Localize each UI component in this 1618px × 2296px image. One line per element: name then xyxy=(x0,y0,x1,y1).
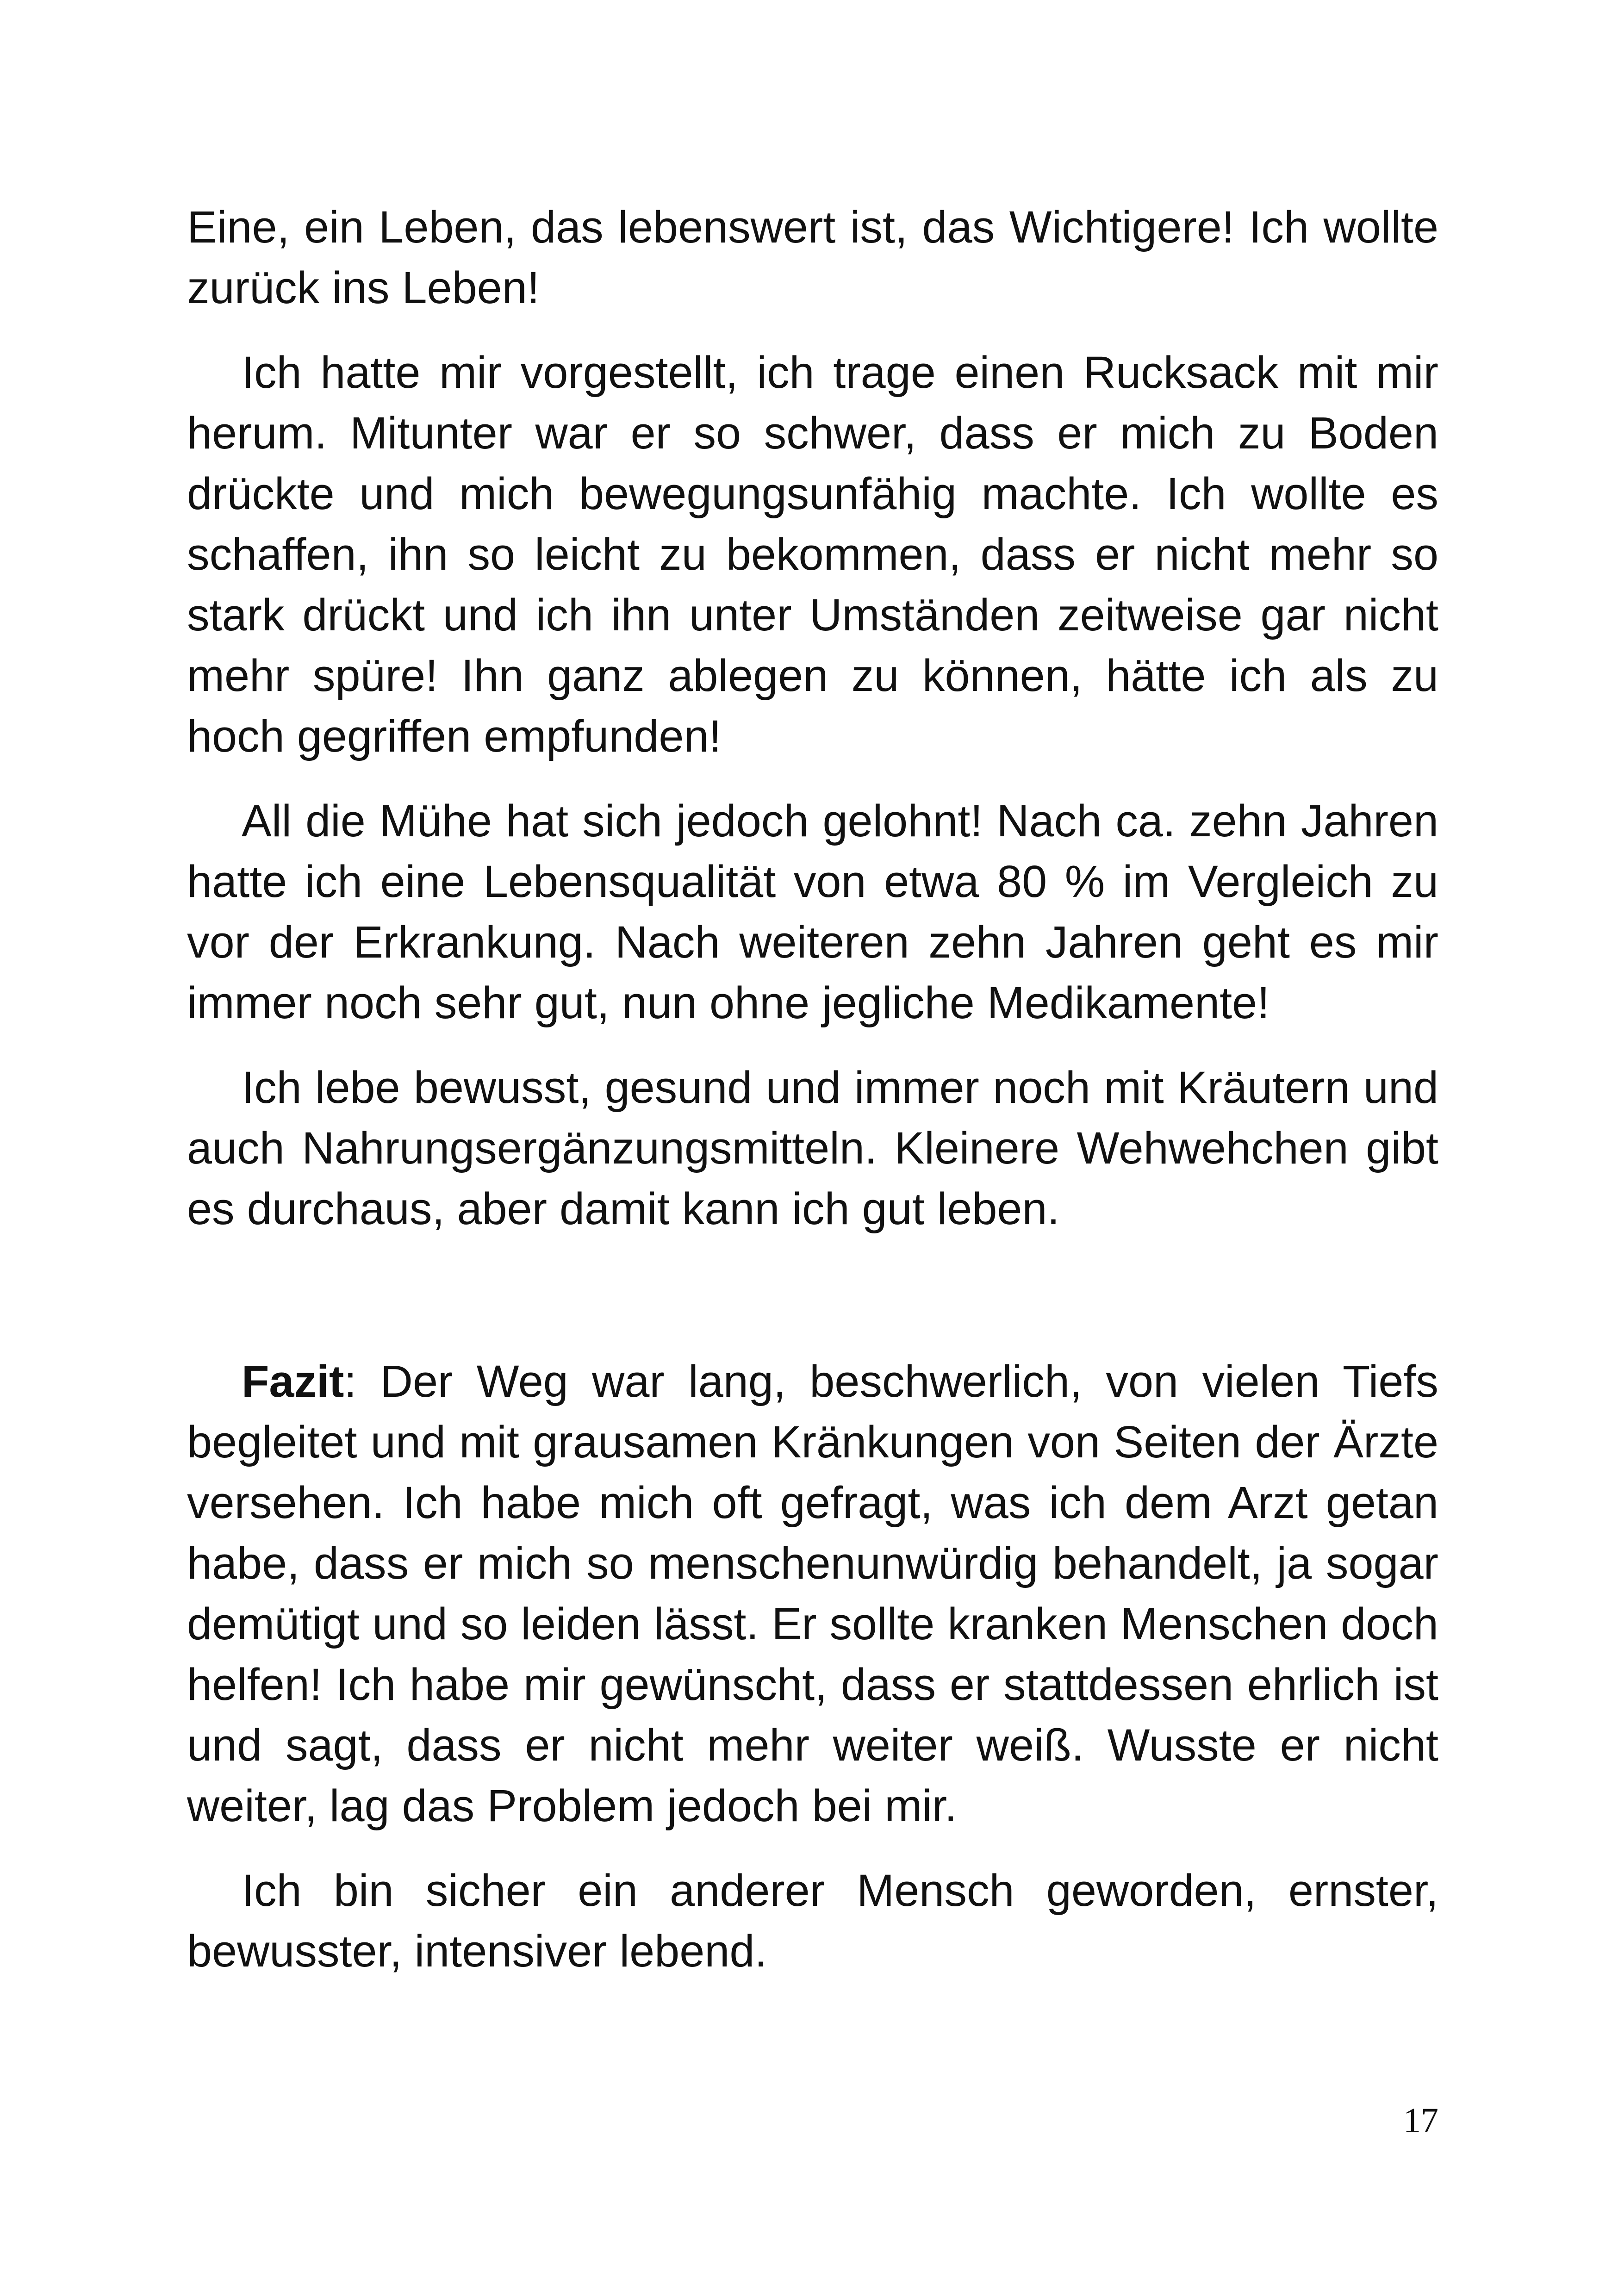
page-number: 17 xyxy=(1403,2101,1438,2140)
paragraph-2: Ich hatte mir vorgestellt, ich trage einen Rucksack mit mir herum. Mitunter war er so schwer, dass er mich zu Boden drückte und mich bewegungsunfähig machte. Ich wollte es schaffen, ihn so leicht zu bekommen, dass er nicht mehr so stark drückt und ich ihn unter Umständen zeitweise gar nicht mehr spüre! Ihn ganz ablegen zu können, hätte ich als zu hoch gegriffen empfunden! xyxy=(187,347,1438,761)
paragraph-4: Ich lebe bewusst, gesund und immer noch mit Kräutern und auch Nahrungsergänzungsmitteln. Kleinere Wehwehchen gibt es durchaus, aber damit kann ich gut leben. xyxy=(187,1062,1438,1234)
fazit-label: Fazit xyxy=(242,1356,344,1406)
body-text xyxy=(187,197,1438,2005)
fazit-paragraph xyxy=(187,1351,1438,1836)
paragraph-3: All die Mühe hat sich jedoch gelohnt! Nach ca. zehn Jahren hatte ich eine Lebensqualität von etwa 80 % im Vergleich zu vor der Erkrankung. Nach weiteren zehn Jahren geht es mir immer noch sehr gut, nun ohne jegliche Medikamente! xyxy=(187,796,1438,1028)
closing-paragraph: Ich bin sicher ein anderer Mensch geworden, ernster, bewusster, intensiver lebend. xyxy=(187,1865,1438,1976)
paragraph-1: Eine, ein Leben, das lebenswert ist, das Wichtigere! Ich wollte zurück ins Leben! xyxy=(187,202,1438,313)
fazit-text: : Der Weg war lang, beschwerlich, von vielen Tiefs begleitet und mit grausamen Kränkungen von Seiten der Ärzte versehen. Ich habe mich oft gefragt, was ich dem Arzt getan habe, dass er mich so menschenunwürdig behandelt, ja sogar demütigt und so leiden lässt. Er sollte kranken Menschen doch helfen! Ich habe mir gewünscht, dass er stattdessen ehrlich ist und sagt, dass er nicht mehr weiter weiß. Wusste er nicht weiter, lag das Problem jedoch bei mir. xyxy=(187,1356,1438,1831)
